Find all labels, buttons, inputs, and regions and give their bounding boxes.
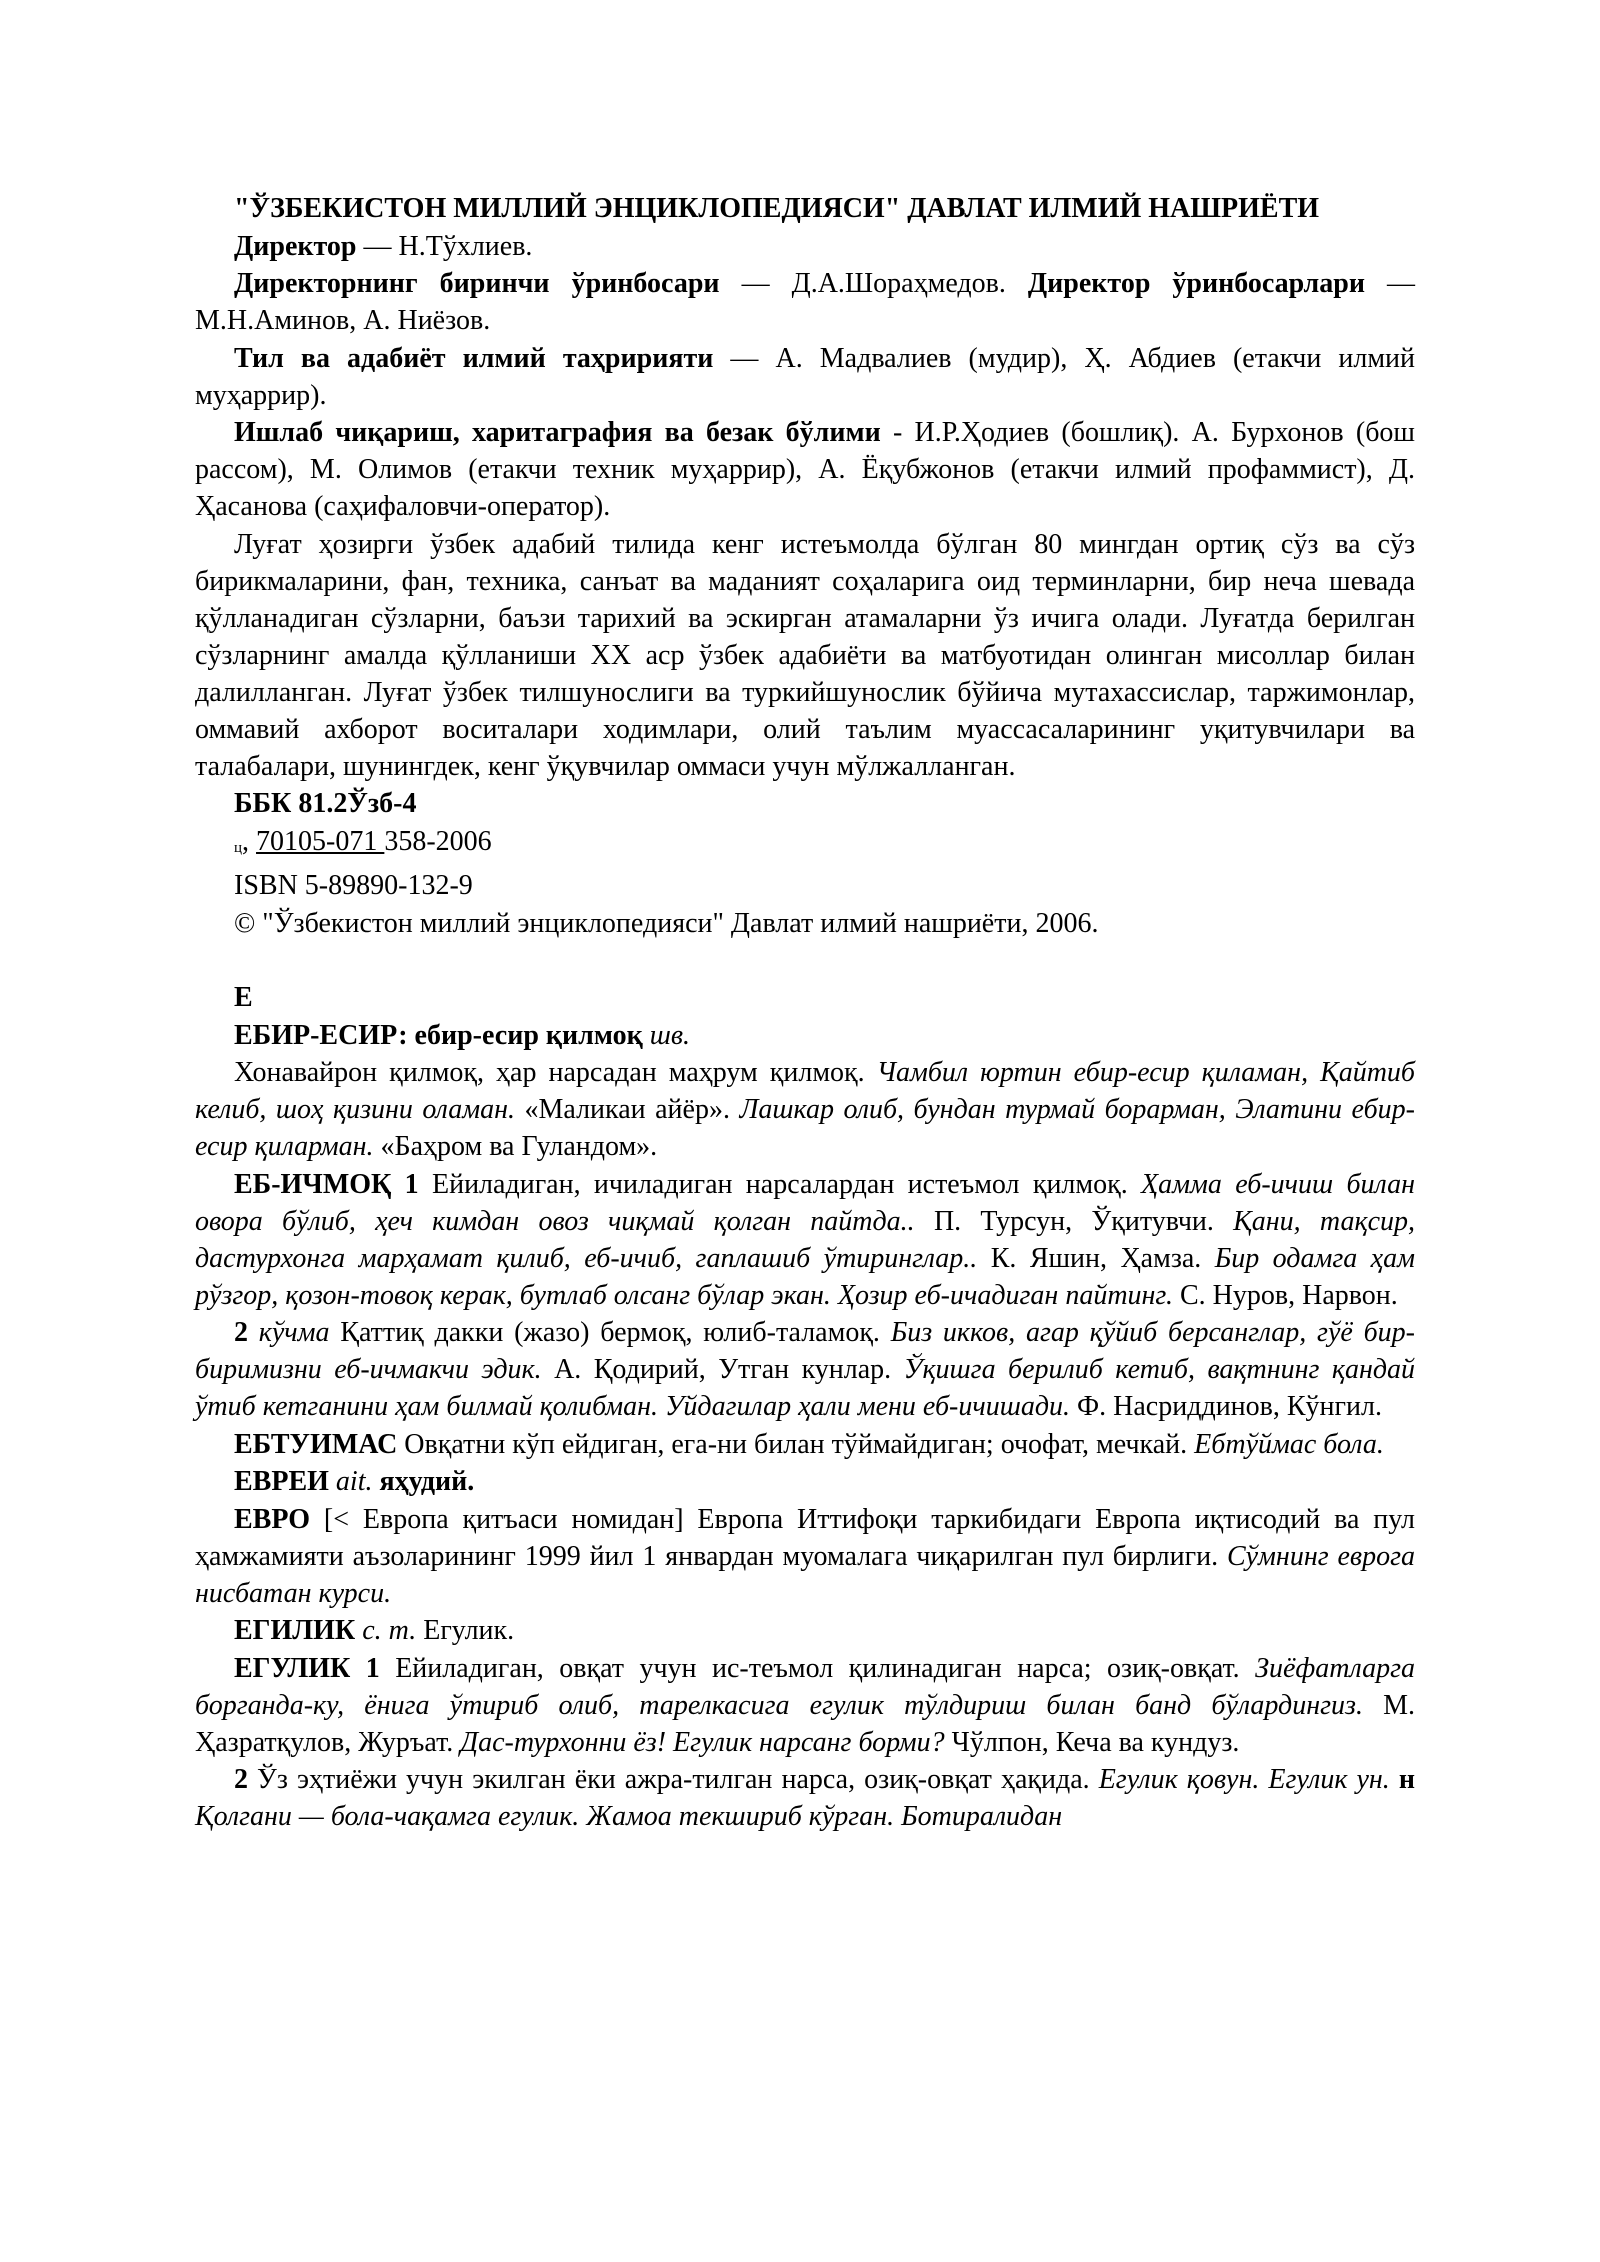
entry-evrei: ЕВРЕИ ait. яҳудий.: [234, 1466, 475, 1497]
entry-egilik: ЕГИЛИК с. т. Егулик.: [234, 1615, 515, 1646]
entry-eb-ichmoq-sense-2: 2 кўчма Қаттиқ дакки (жазо) бермоқ, юлиб-таламоқ. Биз икков, агар қўйиб берсанглар, гўё бир-биримизни еб-ичмакчи эдик. А. Қодирий, Утган кунлар. Ўқишга берилиб кетиб, вақтнинг қандай ўтиб кетганини ҳам билмай қолибман. Уйдагилар ҳали мени еб-ичишади. Ф. Насриддинов, Кўнгил.: [195, 1317, 1416, 1422]
production-label: Ишлаб чиқариш, харитаграфия ва безак бўлими: [234, 417, 881, 448]
entry-ebtuimas: ЕБТУИМАС Овқатни кўп ейдиган, ега-ни билан тўймайдиган; очофат, мечкай. Ебтўймас бола.: [234, 1428, 1384, 1460]
entry-egulik-sense-2: 2 Ўз эҳтиёжи учун экилган ёки ажра-тилган нарса, озиқ-овқат ҳақида. Егулик қовун. Егулик ун. н Қолгани — бола-чақамга егулик. Жамоа текшириб кўрган. Ботиралидан: [195, 1764, 1415, 1832]
copyright: © "Ўзбекистон миллий энциклопедияси" Давлат илмий нашриёти, 2006.: [234, 907, 1099, 939]
document-page: [195, 190, 1415, 1836]
production-line: Ишлаб чиқариш, харитаграфия ва безак бўлими - И.Р.Ҳодиев (бошлиқ). А. Бурхонов (бош рассом), М. Олимов (етакчи техник муҳаррир), А. Ёқубжонов (етакчи илмий профаммист), Д. Ҳасанова (саҳифаловчи-оператор).: [195, 417, 1415, 522]
letter-heading: Е: [234, 982, 253, 1013]
section-gap: [195, 942, 1415, 979]
entry-ebir: Хонавайрон қилмоқ, ҳар нарсадан маҳрум қилмоқ. Чамбил юртин ебир-есир қиламан, Қайтиб келиб, шоҳ қизини оламан. «Маликаи айёр». Лашкар олиб, бундан турмай борарман, Элатини ебир-есир қиларман. «Баҳром ва Гуландом».: [195, 1057, 1415, 1162]
isbn: ISBN 5-89890-132-9: [234, 870, 473, 901]
deputies-line: Директорнинг биринчи ўринбосари — Д.А.Шораҳмедов. Директор ўринбосарлари — М.Н.Аминов, А. Ниёзов.: [195, 268, 1416, 336]
director-line: Директор — Н.Тўхлиев.: [234, 230, 533, 262]
first-deputy-label: Директорнинг биринчи ўринбосари: [234, 268, 720, 299]
bbk-code: ББК 81.2Ўзб-4: [234, 788, 417, 819]
catalog-code: ц, 70105-071 358-2006: [234, 825, 492, 857]
editorial-label: Тил ва адабиёт илмий таҳририяти: [234, 342, 714, 374]
entry-egulik: ЕГУЛИК 1 Ейиладиган, овқат учун ис-теъмол қилинадиган нарса; озиқ-овқат. Зиёфатларга борганда-ку, ёнига ўтириб олиб, тарелкасига егулик тўлдириш билан банд бўлардингиз. М. Ҳазратқулов, Журъат. Дас-турхонни ёз! Егулик нарсанг борми? Чўлпон, Кеча ва кундуз.: [195, 1652, 1415, 1758]
director-label: Директор: [234, 230, 357, 262]
entry-evro: ЕВРО [< Европа қитъаси номидан] Европа Иттифоқи таркибидаги Европа иқтисодий ва пул ҳамжамияти аъзоларининг 1999 йил 1 январдан муомалага чиқарилган пул бирлиги. Сўмнинг еврога нисбатан курси.: [195, 1503, 1415, 1609]
entry-eb-ichmoq: ЕБ-ИЧМОҚ 1 Ейиладиган, ичиладиган нарсалардан истеъмол қилмоқ. Ҳамма еб-ичиш билан овора бўлиб, ҳеч кимдан овоз чиқмай қолган пайтда.. П. Турсун, Ўқитувчи. Қани, тақсир, дастурхонга марҳамат қилиб, еб-ичиб, гаплашиб ўтиринглар.. К. Яшин, Ҳамза. Бир одамга ҳам рўзгор, қозон-товоқ керак, бутлаб олсанг бўлар экан. Ҳозир еб-ичадиган пайтинг. С. Нуров, Нарвон.: [195, 1168, 1415, 1311]
entry-ebir-header: ЕБИР-ЕСИР: ебир-есир қилмоқ шв.: [234, 1019, 691, 1051]
editorial-line: Тил ва адабиёт илмий таҳририяти — А. Мадвалиев (мудир), Ҳ. Абдиев (етакчи илмий муҳаррир).: [195, 342, 1416, 411]
description-paragraph: Луғат ҳозирги ўзбек адабий тилида кенг истеъмолда бўлган 80 мингдан ортиқ сўз ва сўз бирикмаларини, фан, техника, санъат ва маданият соҳаларига оид терминларни, бир неча шевада қўлланадиган сўзларни, баъзи тарихий ва эскирган атамаларни ўз ичига олади. Луғатда берилган сўзларнинг амалда қўлланиши XX аср ўзбек адабиёти ва матбуотидан олинган мисоллар билан далилланган. Луғат ўзбек тилшунослиги ва туркийшунослик бўйича мутахассислар, таржимонлар, оммавий ахборот воситалари ходимлари, олий таълим муассасаларининг уқитувчилари ва талабалари, шунингдек, кенг ўқувчилар оммаси учун мўлжалланган.: [195, 528, 1415, 782]
deputies-label: Директор ўринбосарлари: [1027, 268, 1365, 299]
publisher-title: "ЎЗБЕКИСТОН МИЛЛИЙ ЭНЦИКЛОПЕДИЯСИ" ДАВЛАТ ИЛМИЙ НАШРИЁТИ: [234, 193, 1320, 224]
